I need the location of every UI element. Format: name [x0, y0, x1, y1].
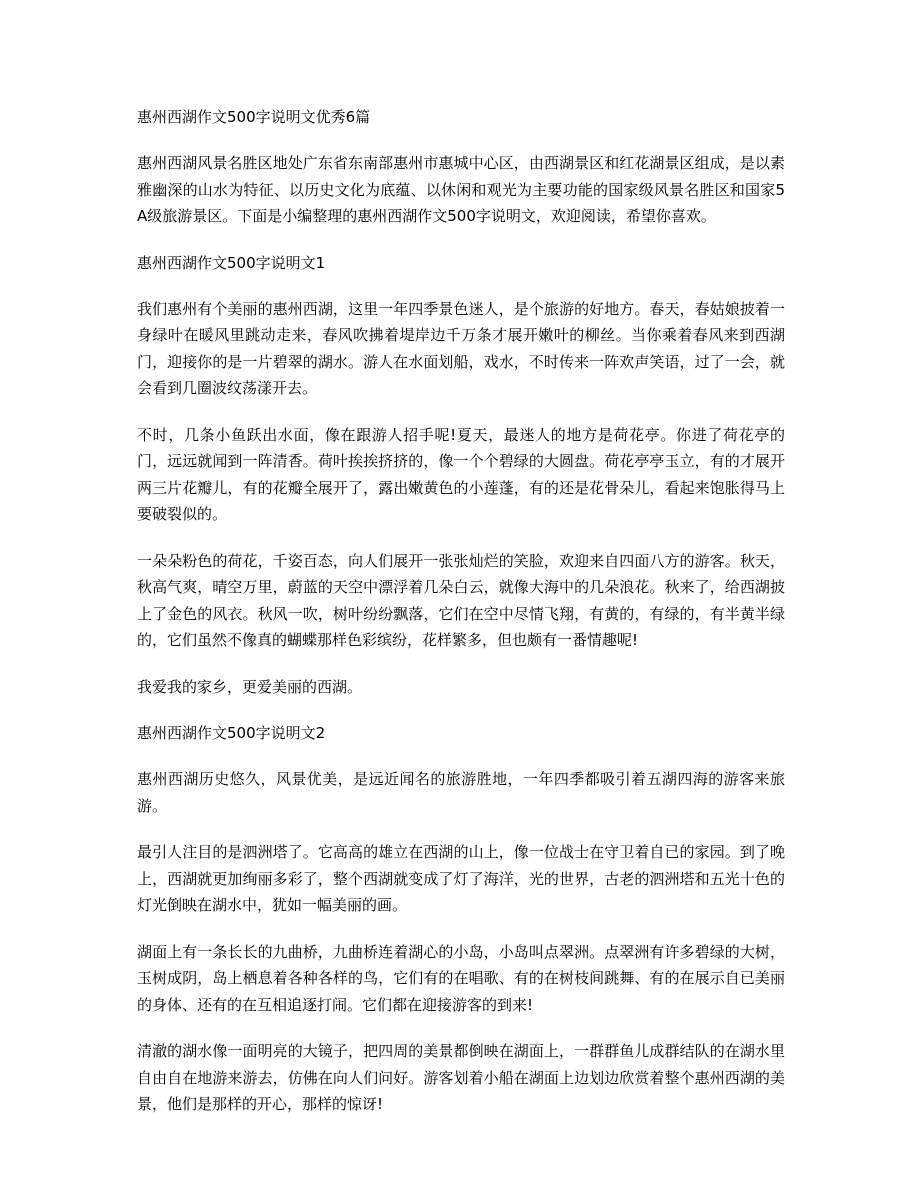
section-2-paragraph-4: 清澈的湖水像一面明亮的大镜子，把四周的美景都倒映在湖面上，一群群鱼儿成群结队的在湖水里自由自在地游来游去，仿佛在向人们问好。游客划着小船在湖面上边划边欣赏着整个惠州西湖的美景，他们是那样的开心，那样的惊讶! — [137, 1042, 785, 1113]
document-page — [137, 104, 785, 1138]
section-1-paragraph-4: 我爱我的家乡，更爱美丽的西湖。 — [137, 677, 363, 696]
section-1-paragraph-1: 我们惠州有个美丽的惠州西湖，这里一年四季景色迷人，是个旅游的好地方。春天，春姑娘披着一身绿叶在暖风里跳动走来，春风吹拂着堤岸边千万条才展开嫩叶的柳丝。当你乘着春风来到西湖门，迎接你的是一片碧翠的湖水。游人在水面划船，戏水，不时传来一阵欢声笑语，过了一会，就会看到几圈波纹荡漾开去。 — [137, 299, 785, 397]
section-heading-2: 惠州西湖作文500字说明文2 — [137, 724, 326, 742]
section-heading-1: 惠州西湖作文500字说明文1 — [137, 253, 326, 272]
section-1-paragraph-3: 一朵朵粉色的荷花，千姿百态，向人们展开一张张灿烂的笑脸，欢迎来自四面八方的游客。秋天，秋高气爽，晴空万里，蔚蓝的天空中漂浮着几朵白云，就像大海中的几朵浪花。秋来了，给西湖披上了金色的风衣。秋风一吹，树叶纷纷飘落，它们在空中尽情飞翔，有黄的，有绿的，有半黄半绿的，它们虽然不像真的蝴蝶那样色彩缤纷，花样繁多，但也颇有一番情趣呢! — [137, 551, 785, 649]
document-title: 惠州西湖作文500字说明文优秀6篇 — [137, 108, 371, 126]
section-2-paragraph-3: 湖面上有一条长长的九曲桥，九曲桥连着湖心的小岛，小岛叫点翠洲。点翠洲有许多碧绿的大树，玉树成阴，岛上栖息着各种各样的鸟，它们有的在唱歌、有的在树枝间跳舞、有的在展示自已美丽的身体、还有的在互相追逐打闹。它们都在迎接游客的到来! — [137, 942, 785, 1014]
section-2-paragraph-1: 惠州西湖历史悠久，风景优美，是远近闻名的旅游胜地，一年四季都吸引着五湖四海的游客来旅游。 — [137, 770, 785, 815]
section-1-paragraph-2: 不时，几条小鱼跃出水面，像在跟游人招手呢!夏天，最迷人的地方是荷花亭。你进了荷花亭的门，远远就闻到一阵清香。荷叶挨挨挤挤的，像一个个碧绿的大圆盘。荷花亭亭玉立，有的才展开两三片花瓣儿，有的花瓣全展开了，露出嫩黄色的小莲蓬，有的还是花骨朵儿，看起来饱胀得马上要破裂似的。 — [137, 425, 785, 523]
section-2-paragraph-2: 最引人注目的是泗洲塔了。它高高的雄立在西湖的山上，像一位战士在守卫着自已的家园。到了晚上，西湖就更加绚丽多彩了，整个西湖就变成了灯了海洋，光的世界，古老的泗洲塔和五光十色的灯光倒映在湖水中，犹如一幅美丽的画。 — [137, 843, 785, 914]
intro-paragraph: 惠州西湖风景名胜区地处广东省东南部惠州市惠城中心区，由西湖景区和红花湖景区组成，是以素雅幽深的山水为特征、以历史文化为底蕴、以休闲和观光为主要功能的国家级风景名胜区和国家5A级旅游景区。下面是小编整理的惠州西湖作文500字说明文，欢迎阅读，希望你喜欢。 — [137, 154, 785, 225]
